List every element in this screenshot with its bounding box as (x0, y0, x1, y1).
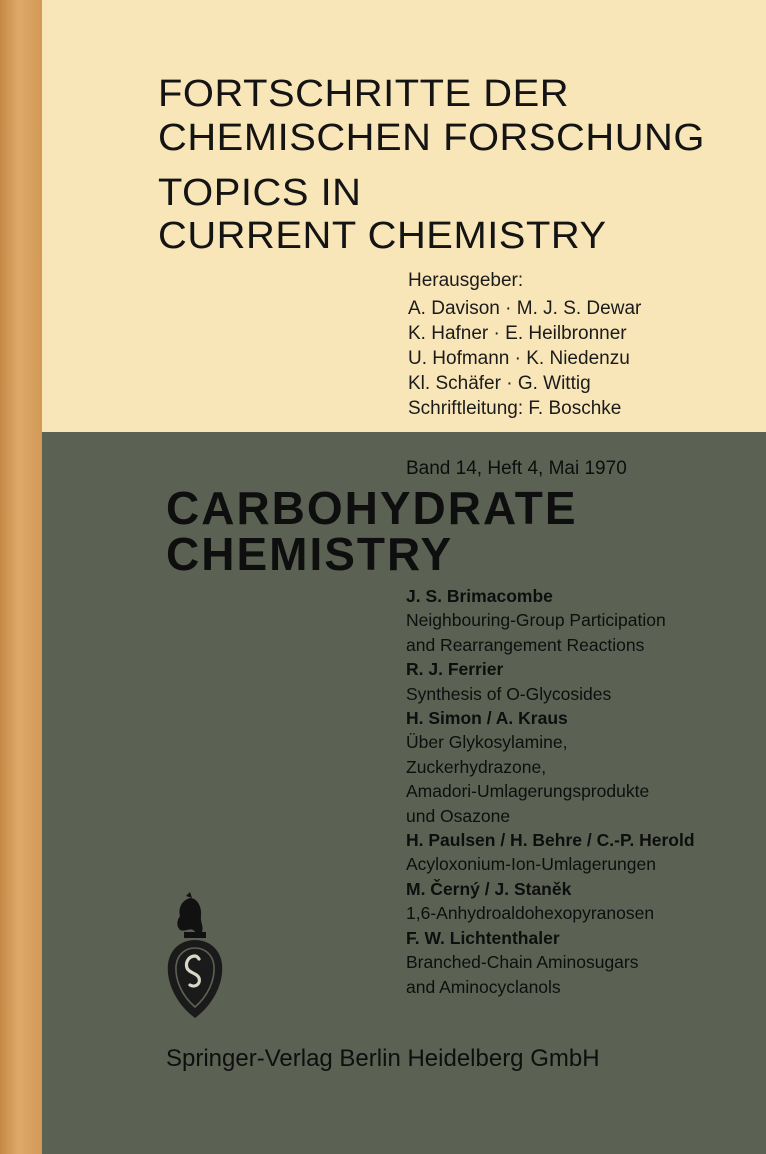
publisher-imprint: Springer-Verlag Berlin Heidelberg GmbH (166, 1045, 600, 1072)
toc-article-title: and Rearrangement Reactions (406, 634, 645, 655)
toc-author: H. Paulsen / H. Behre / C.-P. Herold (406, 830, 695, 851)
issue-info: Band 14, Heft 4, Mai 1970 (406, 458, 627, 479)
toc-article-title: Amadori-Umlagerungsprodukte (406, 781, 650, 802)
volume-title-line1: CARBOHYDRATE (166, 482, 578, 534)
table-of-contents (406, 584, 751, 999)
toc-article-title: 1,6-Anhydroaldohexopyranosen (406, 903, 655, 924)
editors-line: Schriftleitung: F. Boschke (408, 398, 622, 419)
editors-line: K. Hafner · E. Heilbronner (408, 323, 627, 344)
series-title-en-line2: CURRENT CHEMISTRY (158, 215, 607, 257)
editors-line: Kl. Schäfer · G. Wittig (408, 373, 591, 394)
toc-article-title: und Osazone (406, 805, 511, 826)
springer-knight-logo-icon (160, 892, 230, 1020)
editors-label: Herausgeber: (408, 270, 524, 291)
series-title-de-line2: CHEMISCHEN FORSCHUNG (158, 117, 705, 159)
toc-author: F. W. Lichtenthaler (406, 927, 560, 948)
series-title-en-line1: TOPICS IN (158, 172, 362, 214)
toc-article-title: Branched-Chain Aminosugars (406, 952, 639, 973)
toc-article-title: Neighbouring-Group Participation (406, 610, 666, 631)
toc-author: R. J. Ferrier (406, 659, 504, 680)
toc-article-title: Synthesis of O-Glycosides (406, 683, 612, 704)
toc-article-title: Zuckerhydrazone, (406, 756, 547, 777)
toc-author: J. S. Brimacombe (406, 586, 553, 606)
toc-article-title: and Aminocyclanols (406, 976, 561, 997)
toc-author: H. Simon / A. Kraus (406, 708, 568, 729)
toc-article-title: Über Glykosylamine, (406, 732, 568, 753)
volume-title-line2: CHEMISTRY (166, 528, 454, 580)
toc-article-title: Acyloxonium-Ion-Umlagerungen (406, 854, 656, 875)
series-title-de-line1: FORTSCHRITTE DER (158, 73, 570, 115)
editors-line: U. Hofmann · K. Niedenzu (408, 348, 630, 369)
book-spine-strip (0, 0, 42, 1154)
editors-line: A. Davison · M. J. S. Dewar (408, 298, 642, 319)
toc-author: M. Černý / J. Staněk (406, 878, 572, 899)
